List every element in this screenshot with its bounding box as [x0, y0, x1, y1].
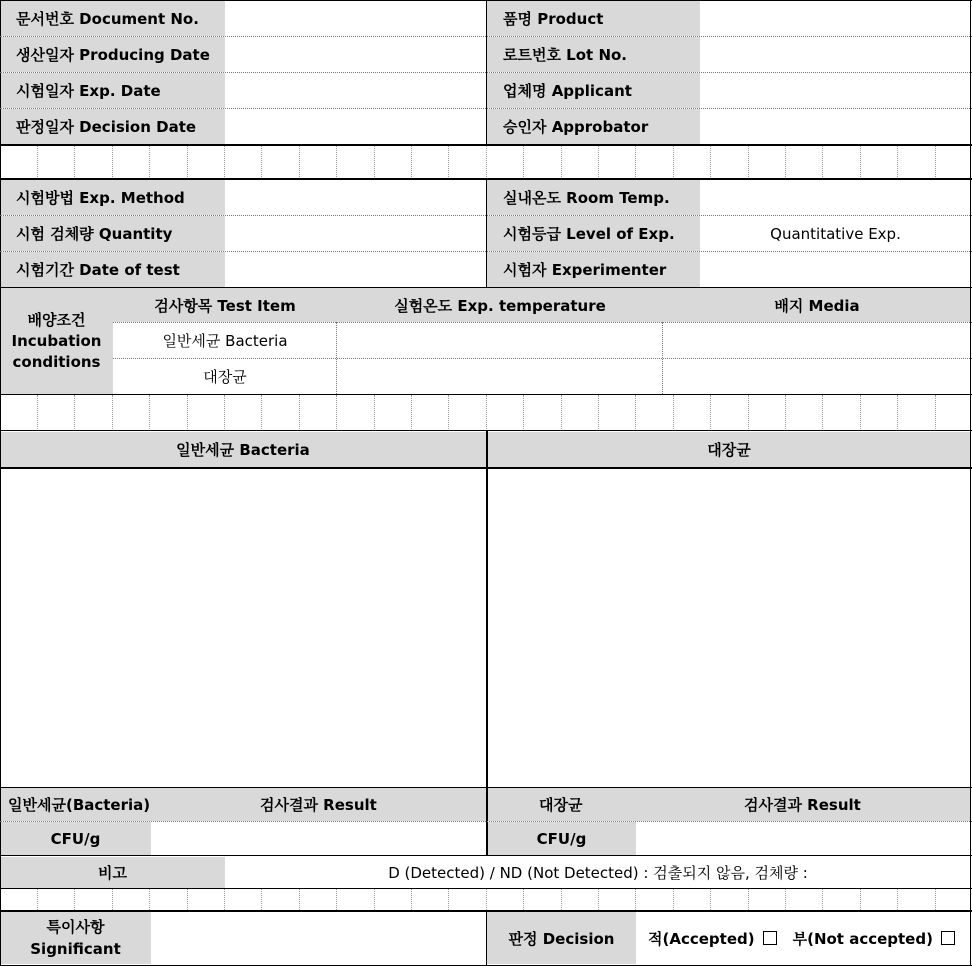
left-panel-title: 일반세균 Bacteria	[0, 432, 486, 467]
product-value[interactable]	[700, 1, 971, 36]
grid-cell-line	[261, 146, 262, 179]
product-label: 품명 Product	[487, 1, 700, 36]
grid-cell-line	[860, 395, 861, 431]
grid-cell-line	[561, 889, 562, 910]
spacer-grid-1	[0, 146, 972, 179]
rule-line	[0, 394, 972, 395]
experimenter-label: 시험자 Experimenter	[487, 252, 700, 287]
grid-cell-line	[523, 395, 524, 431]
grid-cell-line	[897, 146, 898, 179]
spacer-grid-3	[0, 889, 972, 910]
left-result-name: 일반세균(Bacteria)	[8, 796, 151, 814]
rule-line	[0, 821, 972, 822]
date-of-test-label: 시험기간 Date of test	[0, 252, 225, 287]
right-unit-label: CFU/g	[487, 822, 636, 855]
rule-line	[0, 888, 972, 889]
right-panel-body[interactable]	[488, 469, 971, 787]
grid-cell-line	[486, 146, 487, 179]
grid-cell-line	[935, 395, 936, 431]
grid-cell-line	[673, 889, 674, 910]
rule-line	[487, 431, 488, 856]
grid-cell-line	[710, 395, 711, 431]
grid-cell-line	[748, 395, 749, 431]
right-unit-value[interactable]	[636, 822, 971, 855]
grid-cell-line	[673, 146, 674, 179]
exp-method-value[interactable]	[225, 180, 487, 215]
col-media: 배지 Media	[663, 288, 971, 322]
grid-cell-line	[448, 395, 449, 431]
not-accepted-option-label: 부(Not accepted)	[792, 929, 933, 948]
grid-cell-line	[74, 889, 75, 910]
grid-cell-line	[336, 146, 337, 179]
remarks-label: 비고	[0, 857, 225, 888]
left-unit-value[interactable]	[151, 822, 486, 855]
row1-test-item: 일반세균 Bacteria	[162, 332, 288, 350]
grid-cell-line	[299, 889, 300, 910]
grid-cell-line	[748, 889, 749, 910]
grid-cell-line	[748, 146, 749, 179]
grid-cell-line	[635, 146, 636, 179]
grid-cell-line	[374, 395, 375, 431]
grid-cell-line	[561, 146, 562, 179]
grid-cell-line	[37, 395, 38, 431]
incubation-label-line3: conditions	[12, 352, 101, 371]
grid-cell-line	[374, 146, 375, 179]
exp-date-value[interactable]	[225, 73, 487, 108]
significant-label-line2: Significant	[30, 940, 121, 958]
grid-cell-line	[710, 889, 711, 910]
doc-no-label: 문서번호 Document No.	[0, 1, 225, 36]
grid-cell-line	[710, 146, 711, 179]
col-test-item: 검사항목 Test Item	[113, 288, 337, 322]
grid-cell-line	[112, 395, 113, 431]
left-unit-label: CFU/g	[0, 822, 151, 855]
rule-line	[486, 911, 487, 966]
rule-line	[662, 322, 663, 394]
grid-cell-line	[635, 395, 636, 431]
grid-cell-line	[448, 889, 449, 910]
right-result-label: 검사결과 Result	[744, 796, 861, 814]
left-panel-body[interactable]	[0, 469, 486, 787]
grid-cell-line	[598, 889, 599, 910]
decision-date-label: 판정일자 Decision Date	[0, 109, 225, 144]
right-result-header	[487, 788, 971, 821]
grid-cell-line	[822, 146, 823, 179]
grid-cell-line	[935, 146, 936, 179]
lot-no-label: 로트번호 Lot No.	[487, 37, 700, 72]
rule-line	[113, 358, 972, 359]
experimenter-value[interactable]	[700, 252, 971, 287]
not-accepted-checkbox[interactable]	[941, 931, 955, 945]
col-temperature: 실험온도 Exp. temperature	[337, 288, 663, 322]
grid-cell-line	[37, 889, 38, 910]
grid-cell-line	[598, 146, 599, 179]
grid-cell-line	[187, 395, 188, 431]
grid-cell-line	[112, 889, 113, 910]
row1-temperature[interactable]	[337, 323, 663, 358]
grid-cell-line	[860, 889, 861, 910]
rule-line	[0, 855, 972, 856]
date-of-test-value[interactable]	[225, 252, 487, 287]
approbator-value[interactable]	[700, 109, 971, 144]
grid-cell-line	[822, 889, 823, 910]
quantity-value[interactable]	[225, 216, 487, 251]
level-label: 시험등급 Level of Exp.	[487, 216, 700, 251]
significant-value[interactable]	[151, 912, 486, 964]
applicant-label: 업체명 Applicant	[487, 73, 700, 108]
rule-line	[0, 287, 972, 288]
grid-cell-line	[523, 146, 524, 179]
grid-cell-line	[74, 395, 75, 431]
lot-no-value[interactable]	[700, 37, 971, 72]
grid-cell-line	[411, 146, 412, 179]
incubation-label	[0, 288, 113, 394]
room-temp-label: 실내온도 Room Temp.	[487, 180, 700, 215]
grid-cell-line	[897, 395, 898, 431]
right-panel-title: 대장균	[487, 432, 971, 467]
grid-cell-line	[635, 889, 636, 910]
rule-line	[486, 179, 487, 287]
grid-cell-line	[486, 889, 487, 910]
doc-no-value[interactable]	[225, 1, 487, 36]
grid-cell-line	[673, 395, 674, 431]
remarks-text: D (Detected) / ND (Not Detected) : 검출되지 않음, 검체량 :	[388, 864, 808, 882]
grid-cell-line	[261, 889, 262, 910]
rule-line	[0, 787, 972, 788]
grid-cell-line	[299, 395, 300, 431]
grid-cell-line	[224, 395, 225, 431]
grid-cell-line	[598, 395, 599, 431]
grid-cell-line	[336, 395, 337, 431]
grid-cell-line	[187, 889, 188, 910]
incubation-label-line1: 배양조건	[27, 310, 86, 329]
grid-cell-line	[336, 889, 337, 910]
rule-line	[336, 322, 337, 394]
grid-cell-line	[112, 146, 113, 179]
left-result-label: 검사결과 Result	[260, 796, 377, 814]
grid-cell-line	[187, 146, 188, 179]
rule-line	[486, 0, 487, 145]
grid-cell-line	[785, 889, 786, 910]
exp-date-label: 시험일자 Exp. Date	[0, 73, 225, 108]
accepted-checkbox[interactable]	[763, 931, 777, 945]
grid-cell-line	[785, 146, 786, 179]
exp-method-label: 시험방법 Exp. Method	[0, 180, 225, 215]
grid-cell-line	[224, 889, 225, 910]
grid-cell-line	[785, 395, 786, 431]
quantity-label: 시험 검체량 Quantity	[0, 216, 225, 251]
room-temp-value[interactable]	[700, 180, 971, 215]
significant-label	[0, 912, 151, 964]
grid-cell-line	[523, 889, 524, 910]
row1-media[interactable]	[663, 323, 971, 358]
level-value[interactable]: Quantitative Exp.	[770, 224, 901, 243]
grid-cell-line	[897, 889, 898, 910]
grid-cell-line	[822, 395, 823, 431]
grid-cell-line	[224, 146, 225, 179]
grid-cell-line	[149, 889, 150, 910]
grid-cell-line	[299, 146, 300, 179]
incubation-label-line2: Incubation	[11, 331, 102, 350]
rule-line	[113, 322, 972, 323]
decision-label: 판정 Decision	[487, 912, 636, 964]
grid-cell-line	[411, 889, 412, 910]
row2-test-item: 대장균	[203, 368, 247, 386]
grid-cell-line	[374, 889, 375, 910]
grid-cell-line	[37, 146, 38, 179]
grid-cell-line	[261, 395, 262, 431]
row2-media[interactable]	[663, 359, 971, 394]
grid-cell-line	[149, 395, 150, 431]
grid-cell-line	[935, 889, 936, 910]
row2-temperature[interactable]	[337, 359, 663, 394]
decision-options	[636, 912, 971, 964]
grid-cell-line	[149, 146, 150, 179]
grid-cell-line	[448, 146, 449, 179]
producing-date-label: 생산일자 Producing Date	[0, 37, 225, 72]
right-result-name: 대장균	[539, 796, 583, 814]
decision-date-value[interactable]	[225, 109, 487, 144]
left-result-header	[0, 788, 486, 821]
grid-cell-line	[74, 146, 75, 179]
grid-cell-line	[561, 395, 562, 431]
approbator-label: 승인자 Approbator	[487, 109, 700, 144]
grid-cell-line	[860, 146, 861, 179]
grid-cell-line	[411, 395, 412, 431]
applicant-value[interactable]	[700, 73, 971, 108]
spacer-grid-2	[0, 395, 972, 431]
grid-cell-line	[486, 395, 487, 431]
significant-label-line1: 특이사항	[46, 918, 105, 936]
producing-date-value[interactable]	[225, 37, 487, 72]
accepted-option-label: 적(Accepted)	[648, 929, 755, 948]
